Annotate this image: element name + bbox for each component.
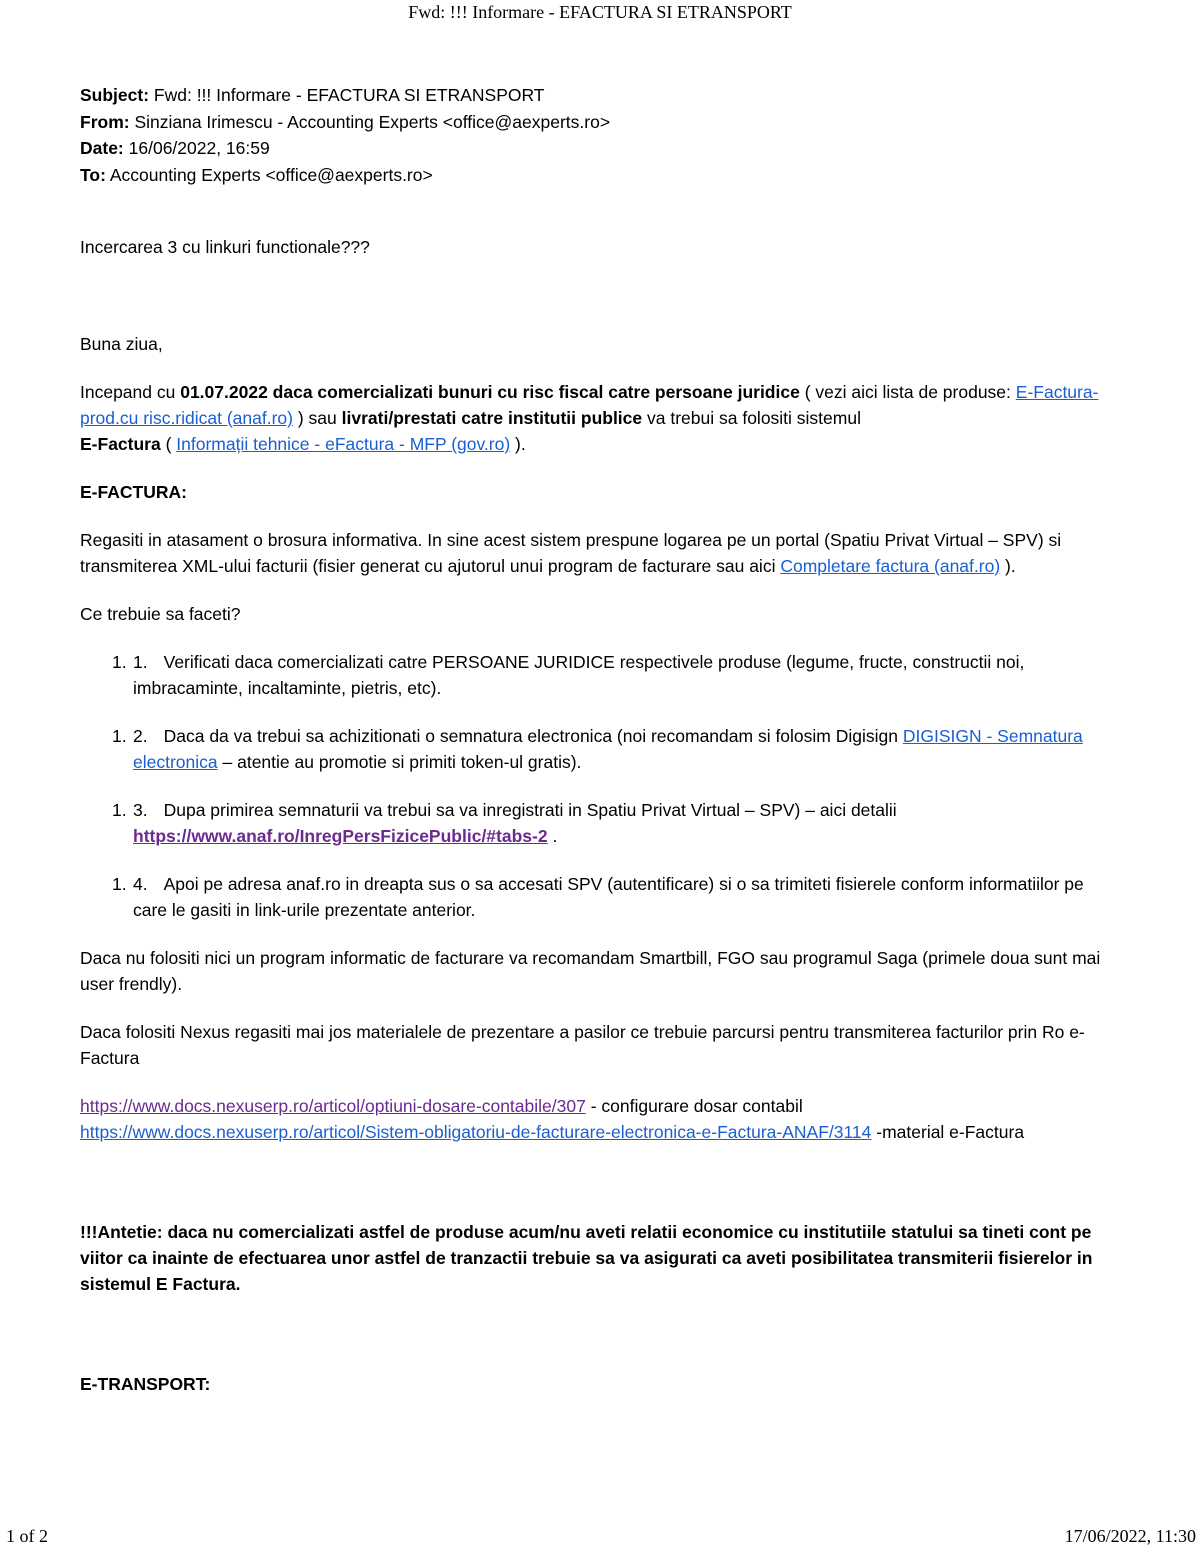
link-efactura-tech-info[interactable]: Informații tehnice - eFactura - MFP (gov.ro) bbox=[176, 434, 511, 454]
list-subnumber: 4. bbox=[133, 874, 148, 894]
list-number: 1. bbox=[112, 874, 127, 894]
date-value: 16/06/2022, 16:59 bbox=[123, 138, 270, 158]
link-nexus-efactura[interactable]: https://www.docs.nexuserp.ro/articol/Sistem-obligatoriu-de-facturare-electronica-e-Factura-ANAF/3114 bbox=[80, 1122, 872, 1142]
list-item bbox=[80, 797, 1120, 849]
date-line bbox=[80, 135, 1120, 162]
text-run: - configurare dosar contabil bbox=[585, 1096, 803, 1116]
nexus-links bbox=[80, 1093, 1120, 1145]
link-nexus-dosare[interactable]: https://www.docs.nexuserp.ro/articol/optiuni-dosare-contabile/307 bbox=[80, 1096, 586, 1116]
from-value: Sinziana Irimescu - Accounting Experts <office@aexperts.ro> bbox=[129, 111, 611, 132]
paragraph-efactura-intro bbox=[80, 379, 1120, 457]
list-number: 1. bbox=[112, 652, 127, 672]
list-text: Dupa primirea semnaturii va trebui sa va inregistrati in Spatiu Privat Virtual – SPV) – aici detalii bbox=[163, 800, 897, 820]
paragraph-efactura-details bbox=[80, 527, 1120, 579]
to-label: To: bbox=[80, 164, 106, 185]
email-meta bbox=[80, 82, 1120, 188]
bold-run: E-Factura bbox=[80, 434, 161, 454]
list-text: Daca da va trebui sa achizitionati o semnatura electronica (noi recomandam si folosim Digisign bbox=[163, 726, 903, 746]
date-label: Date: bbox=[80, 138, 124, 158]
link-anaf-registration[interactable]: https://www.anaf.ro/InregPersFizicePublic/#tabs-2 bbox=[133, 826, 548, 846]
list-text: Apoi pe adresa anaf.ro in dreapta sus o sa accesati SPV (autentificare) si o sa trimiteti fisierele conform informatiilor pe care le gasiti in link-urile prezentate anterior. bbox=[133, 874, 1084, 920]
text-run: ). bbox=[1000, 556, 1016, 576]
text-run: Incepand cu bbox=[80, 382, 181, 402]
text-run: Regasiti in atasament o brosura informativa. In sine acest sistem prespune logarea pe un portal (Spatiu Privat Virtual – SPV) si transmiterea XML-ului facturii (fisier generat cu ajutorul unui program de facturare sau aici bbox=[80, 530, 1062, 576]
list-text-after: . bbox=[547, 826, 558, 846]
intro-line: Incercarea 3 cu linkuri functionale??? bbox=[80, 237, 370, 257]
question: Ce trebuie sa faceti? bbox=[80, 604, 241, 624]
text-run: va trebui sa folositi sistemul bbox=[642, 408, 861, 428]
subject-value: Fwd: !!! Informare - EFACTURA SI ETRANSPORT bbox=[149, 85, 545, 105]
link-efactura-products[interactable]: E-Factura-prod.cu risc.ridicat (anaf.ro) bbox=[80, 382, 1099, 428]
list-number: 1. bbox=[112, 800, 127, 820]
efactura-heading: E-FACTURA: bbox=[80, 482, 187, 502]
list-text-after: – atentie au promotie si primiti token-ul gratis). bbox=[217, 752, 582, 772]
text-run: ) sau bbox=[293, 408, 342, 428]
email-body bbox=[80, 82, 1120, 1397]
text-run: ( vezi aici lista de produse: bbox=[799, 382, 1016, 402]
bold-run: 01.07.2022 daca comercializati bunuri cu risc fiscal catre persoane juridice bbox=[180, 382, 800, 402]
text-run: ( bbox=[160, 434, 177, 454]
link-completare-factura[interactable]: Completare factura (anaf.ro) bbox=[780, 556, 1001, 576]
text-run: ). bbox=[510, 434, 526, 454]
paragraph-recommend-software: Daca nu folositi nici un program informatic de facturare va recomandam Smartbill, FGO sau programul Saga (primele doua sunt mai user frendly). bbox=[80, 948, 1101, 994]
paragraph-nexus: Daca folositi Nexus regasiti mai jos materialele de prezentare a pasilor ce trebuie parcursi pentru transmiterea facturilor prin Ro e-Factura bbox=[80, 1022, 1085, 1068]
link-digisign[interactable]: DIGISIGN - Semnatura electronica bbox=[133, 726, 1083, 772]
list-item bbox=[80, 723, 1120, 775]
steps-list bbox=[80, 649, 1120, 923]
subject-line bbox=[80, 82, 1120, 109]
list-item bbox=[80, 649, 1120, 701]
list-subnumber: 1. bbox=[133, 652, 148, 672]
text-run: -material e-Factura bbox=[871, 1122, 1025, 1142]
list-subnumber: 3. bbox=[133, 800, 148, 820]
subject-label: Subject: bbox=[80, 85, 150, 105]
list-item bbox=[80, 871, 1120, 923]
warning-paragraph: !!!Antetie: daca nu comercializati astfel de produse acum/nu aveti relatii economice cu institutiile statului sa tineti cont pe viitor ca inainte de efectuarea unor astfel de tranzactii trebuie sa va asigurati ca aveti posibilitatea transmiterii fisierelor in sistemul E Factura. bbox=[80, 1222, 1093, 1294]
to-value: Accounting Experts <office@aexperts.ro> bbox=[105, 164, 433, 185]
list-subnumber: 2. bbox=[133, 726, 148, 746]
from-label: From: bbox=[80, 111, 130, 132]
to-line bbox=[80, 162, 1120, 189]
page-number: 1 of 2 bbox=[6, 1526, 48, 1546]
print-header-title: Fwd: !!! Informare - EFACTURA SI ETRANSPORT bbox=[408, 2, 792, 22]
greeting: Buna ziua, bbox=[80, 334, 163, 354]
from-line bbox=[80, 109, 1120, 136]
list-text: Verificati daca comercializati catre PERSOANE JURIDICE respectivele produse (legume, fructe, constructii noi, imbracaminte, incaltaminte, pietris, etc). bbox=[133, 652, 1025, 698]
bold-run: livrati/prestati catre institutii publice bbox=[341, 408, 643, 428]
etransport-heading: E-TRANSPORT: bbox=[80, 1374, 211, 1394]
list-number: 1. bbox=[112, 726, 127, 746]
print-timestamp: 17/06/2022, 11:30 bbox=[1064, 1526, 1196, 1546]
